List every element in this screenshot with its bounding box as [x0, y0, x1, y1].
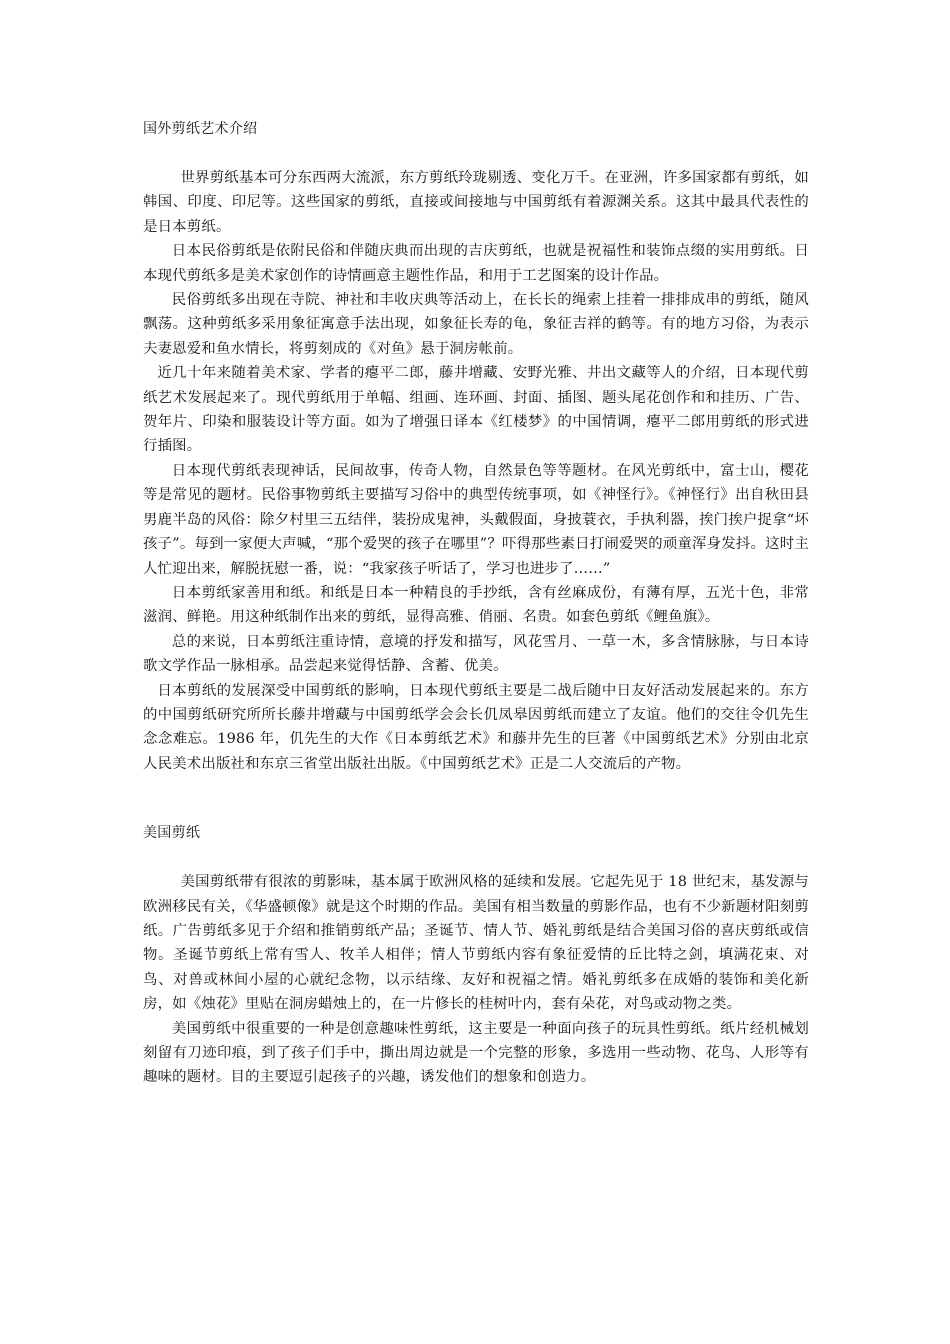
section-title-foreign-papercut: 国外剪纸艺术介绍 — [143, 121, 258, 137]
paragraph: 民俗剪纸多出现在寺院、神社和丰收庆典等活动上，在长长的绳索上挂着一排排成串的剪纸，随风飘荡。这种剪纸多采用象征寓意手法出现，如象征长寿的龟，象征吉祥的鹤等。有的地方习俗，为表示夫妻恩爱和鱼水情长，将剪刻成的《对鱼》悬于洞房帐前。 — [143, 292, 809, 357]
section-title-american-papercut: 美国剪纸 — [143, 825, 201, 842]
paragraph: 日本现代剪纸表现神话，民间故事，传奇人物，自然景色等等题材。在风光剪纸中，富士山，樱花等是常见的题材。民俗事物剪纸主要描写习俗中的典型传统事项，如《神怪行》。《神怪行》出自秋田县男鹿半岛的风俗：除夕村里三五结伴，装扮成鬼神，头戴假面，身披蓑衣，手执利器，挨门挨户捉拿“坏孩子”。每到一家便大声喊，“那个爱哭的孩子在哪里”？吓得那些素日打闹爱哭的顽童浑身发抖。这时主人忙迎出来，解脱抚慰一番，说：“我家孩子听话了，学习也进步了……” — [143, 462, 809, 577]
paragraph: 总的来说，日本剪纸注重诗情，意境的抒发和描写，风花雪月、一草一木，多含情脉脉，与日本诗歌文学作品一脉相承。品尝起来觉得恬静、含蓄、优美。 — [143, 633, 809, 675]
paragraph: 日本剪纸的发展深受中国剪纸的影响，日本现代剪纸主要是二战后随中日友好活动发展起来的。东方的中国剪纸研究所所长藤井增藏与中国剪纸学会会长仉凤皋因剪纸而建立了友谊。他们的交往令仉先生念念难忘。1986 年，仉先生的大作《日本剪纸艺术》和藤井先生的巨著《中国剪纸艺术》分别由北京人民美术出版社和东京三省堂出版社出版。《中国剪纸艺术》正是二人交流后的产物。 — [143, 682, 809, 772]
document-page — [143, 108, 809, 1090]
section-spacer — [143, 776, 809, 822]
paragraph: 美国剪纸带有很浓的剪影味，基本属于欧洲风格的延续和发展。它起先见于 18 世纪末，基发源与欧洲移民有关，《华盛顿像》就是这个时期的作品。美国有相当数量的剪影作品，也有不少新题材阳刻剪纸。广告剪纸多见于介绍和推销剪纸产品；圣诞节、情人节、婚礼剪纸是结合美国习俗的喜庆剪纸或信物。圣诞节剪纸上常有雪人、牧羊人相伴；情人节剪纸内容有象征爱情的丘比特之剑，填满花束、对鸟、对兽或林间小屋的心就纪念物，以示结缘、友好和祝福之情。婚礼剪纸多在成婚的装饰和美化新房，如《烛花》里贴在洞房蜡烛上的，在一片修长的桂树叶内，套有朵花，对鸟或动物之类。 — [143, 874, 809, 1013]
paragraph: 日本剪纸家善用和纸。和纸是日本一种精良的手抄纸，含有丝麻成份，有薄有厚，五光十色，非常滋润、鲜艳。用这种纸制作出来的剪纸，显得高雅、俏丽、名贵。如套色剪纸《鲤鱼旗》。 — [143, 584, 809, 626]
paragraph: 近几十年来随着美术家、学者的瘪平二郎，藤井增藏、安野光雅、井出文藏等人的介绍，日本现代剪纸艺术发展起来了。现代剪纸用于单幅、组画、连环画、封面、插图、题头尾花创作和和挂历、广告、贺年片、印染和服装设计等方面。如为了增强日译本《红楼梦》的中国情调，瘪平二郎用剪纸的形式进行插图。 — [143, 365, 809, 455]
paragraph: 日本民俗剪纸是依附民俗和伴随庆典而出现的吉庆剪纸，也就是祝福性和装饰点缀的实用剪纸。日本现代剪纸多是美术家创作的诗情画意主题性作品，和用于工艺图案的设计作品。 — [143, 243, 809, 284]
paragraph: 美国剪纸中很重要的一种是创意趣味性剪纸，这主要是一种面向孩子的玩具性剪纸。纸片经机械划刻留有刀迹印痕，到了孩子们手中，撕出周边就是一个完整的形象，多选用一些动物、花鸟、人形等有趣味的题材。目的主要逗引起孩子的兴趣，诱发他们的想象和创造力。 — [143, 1020, 809, 1086]
paragraph: 世界剪纸基本可分东西两大流派，东方剪纸玲珑剔透、变化万千。在亚洲，许多国家都有剪纸，如韩国、印度、印尼等。这些国家的剪纸，直接或间接地与中国剪纸有着源渊关系。这其中最具代表性的是日本剪纸。 — [143, 170, 809, 235]
